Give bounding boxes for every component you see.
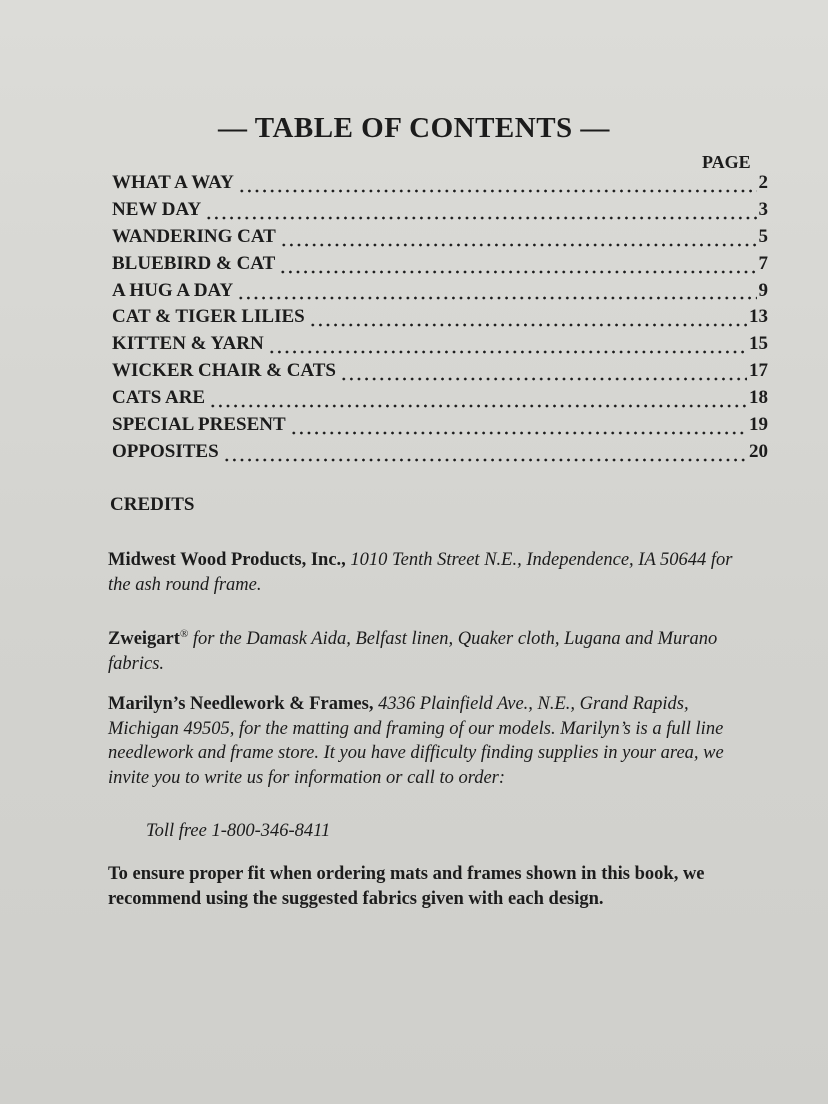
toc-entry-title: NEW DAY (112, 198, 202, 220)
toc-entry-page: 18 (749, 387, 768, 409)
toc-entry-title: KITTEN & YARN (112, 333, 264, 355)
toc-entry (112, 387, 768, 414)
toc-entry (112, 253, 768, 280)
toc-entry-page: 3 (758, 198, 768, 220)
credit-entry (108, 692, 748, 790)
registered-mark: ® (179, 628, 189, 640)
toc-entry-title: BLUEBIRD & CAT (112, 252, 276, 274)
toc-entry-page: 13 (749, 306, 768, 328)
toc-entry-title: CAT & TIGER LILIES (112, 306, 305, 328)
toc-entry (112, 172, 768, 199)
toc-entry-page: 5 (758, 225, 768, 247)
credit-entry (108, 548, 748, 597)
toc-entry (112, 360, 768, 387)
toc-entry-title: A HUG A DAY (112, 279, 234, 301)
toc-entry (112, 414, 768, 441)
dot-leader (309, 323, 747, 327)
dot-leader (237, 296, 756, 300)
credit-name: Zweigart (108, 629, 180, 650)
toc-entry-page: 17 (749, 360, 768, 382)
toc-entry (112, 441, 768, 468)
dot-leader (238, 189, 757, 193)
credit-name: Marilyn’s Needlework & Frames, (108, 694, 374, 714)
dot-leader (340, 377, 747, 381)
toc-entry-page: 15 (749, 333, 768, 355)
toc-entry-title: WICKER CHAIR & CATS (112, 360, 336, 382)
toc-entry-page: 19 (749, 414, 768, 436)
toc-entry (112, 199, 768, 226)
dot-leader (280, 243, 757, 247)
page-title: — TABLE OF CONTENTS — (218, 112, 610, 144)
credits-heading: CREDITS (110, 494, 195, 515)
credit-name: Midwest Wood Products, Inc., (108, 550, 346, 570)
toc-entry-page: 20 (749, 440, 768, 462)
toc-entry-title: CATS ARE (112, 387, 206, 409)
dot-leader (205, 216, 756, 220)
dot-leader (279, 270, 756, 274)
dot-leader (268, 350, 747, 354)
dot-leader (223, 458, 747, 462)
toc-entry-title: WANDERING CAT (112, 225, 276, 247)
toll-free-number: Toll free 1-800-346-8411 (146, 821, 331, 841)
toc-entry-page: 9 (758, 279, 768, 301)
toc-entry (112, 333, 768, 360)
toc-entry (112, 306, 768, 333)
toc-entry-title: OPPOSITES (112, 440, 219, 462)
dot-leader (290, 431, 747, 435)
page-column-header: PAGE (702, 152, 751, 172)
credit-text: for the Damask Aida, Belfast linen, Quaker cloth, Lugana and Murano fabrics. (108, 629, 718, 674)
credit-entry (108, 622, 748, 676)
toc-entry-title: SPECIAL PRESENT (112, 414, 286, 436)
toc-entry-title: WHAT A WAY (112, 172, 234, 193)
credit-text: 1010 Tenth Street N.E., Independence, IA 50644 for the ash round frame. (108, 550, 733, 595)
toc-entry-page: 7 (758, 252, 768, 274)
toc-entry-page: 2 (758, 172, 768, 193)
fit-note: To ensure proper fit when ordering mats and frames shown in this book, we recommend using the suggested fabrics given with each design. (108, 864, 705, 909)
toc-entry (112, 226, 768, 253)
credit-text: 4336 Plainfield Ave., N.E., Grand Rapids, Michigan 49505, for the matting and framing of our models. Marilyn’s is a full line needlework and frame store. It you have difficulty finding supplies in your area, we invite you to write us for information or call to order: (108, 694, 724, 788)
table-of-contents (112, 172, 768, 468)
dot-leader (209, 404, 747, 408)
toc-entry (112, 280, 768, 307)
